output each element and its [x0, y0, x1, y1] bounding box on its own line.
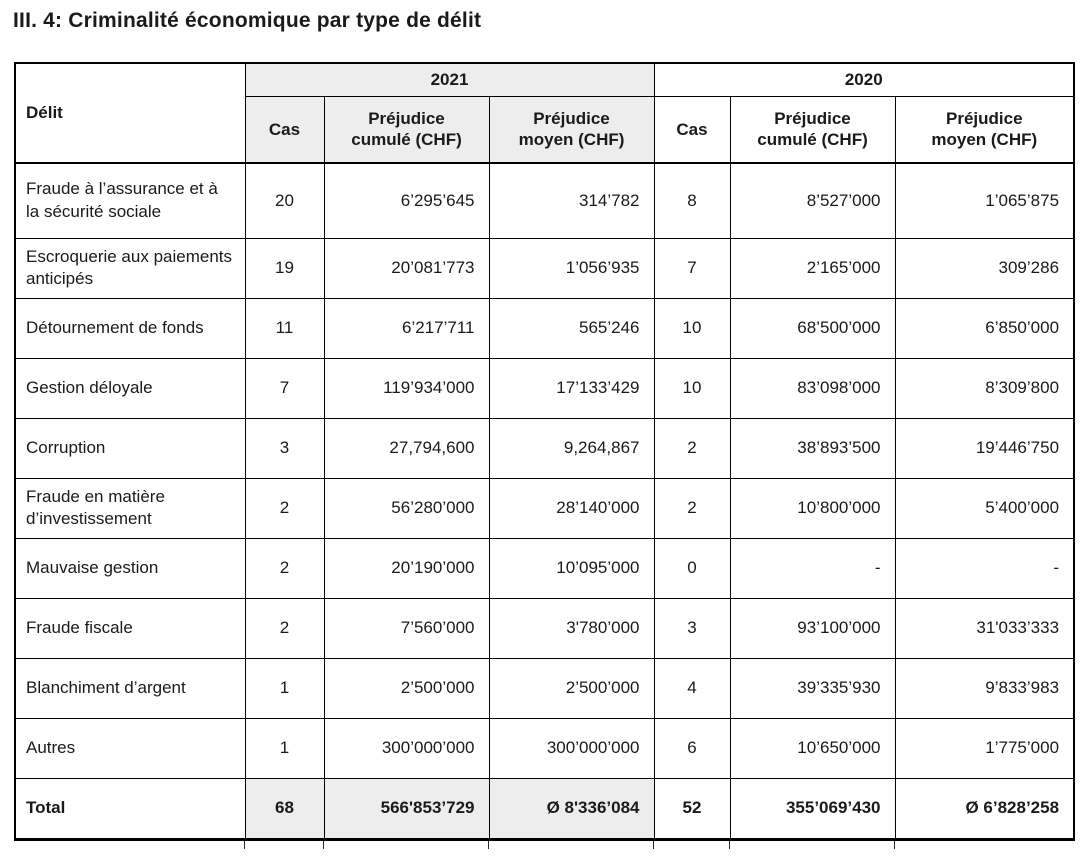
- moyen-2020-cell: 5’400’000: [895, 478, 1074, 538]
- cumule-2020-cell: -: [730, 538, 895, 598]
- cumule-2020-cell: 8’527’000: [730, 163, 895, 238]
- delit-cell: Blanchiment d’argent: [15, 658, 245, 718]
- cumule-2020-cell: 38’893’500: [730, 418, 895, 478]
- cas-2020-cell: 2: [654, 418, 730, 478]
- table-row: [15, 298, 1074, 358]
- moyen-2020-cell: 9’833’983: [895, 658, 1074, 718]
- cumule-2021-cell: 20’081’773: [324, 238, 489, 298]
- table-row: [15, 163, 1074, 238]
- cas-2021-cell: 2: [245, 538, 324, 598]
- total-row: [15, 778, 1074, 839]
- cas-2020-cell: 8: [654, 163, 730, 238]
- cumule-2020-cell: 10’650’000: [730, 718, 895, 778]
- total-cumule-2021-cell: 566'853’729: [324, 778, 489, 839]
- table-row: [15, 598, 1074, 658]
- cas-2020-cell: 6: [654, 718, 730, 778]
- moyen-2020-cell: 309’286: [895, 238, 1074, 298]
- cumule-2021-cell: 6’217’711: [324, 298, 489, 358]
- column-border-stub: [244, 841, 245, 849]
- table-row: [15, 658, 1074, 718]
- cumule-2021-cell: 20’190’000: [324, 538, 489, 598]
- moyen-2021-cell: 28’140’000: [489, 478, 654, 538]
- cumule-2020-cell: 68’500’000: [730, 298, 895, 358]
- moyen-2020-cell: 31'033’333: [895, 598, 1074, 658]
- economic-crime-table: [14, 62, 1075, 841]
- delit-cell: Corruption: [15, 418, 245, 478]
- cumule-2020-cell: 83’098’000: [730, 358, 895, 418]
- cumule-2020-cell: 10’800’000: [730, 478, 895, 538]
- cumule-2021-cell: 300’000’000: [324, 718, 489, 778]
- cumule-2021-header: Préjudice cumulé (CHF): [324, 96, 489, 163]
- moyen-2021-cell: 3'780’000: [489, 598, 654, 658]
- cumule-2021-cell: 7’560’000: [324, 598, 489, 658]
- moyen-2021-cell: 565’246: [489, 298, 654, 358]
- moyen-2020-cell: 6’850’000: [895, 298, 1074, 358]
- total-cas-2021-cell: 68: [245, 778, 324, 839]
- total-cumule-2020-cell: 355’069’430: [730, 778, 895, 839]
- total-moyen-2020-cell: Ø 6’828’258: [895, 778, 1074, 839]
- table-cutoff-borders: [0, 841, 1092, 850]
- column-border-stub: [729, 841, 730, 849]
- year-header-row: [15, 63, 1074, 96]
- cas-2021-cell: 7: [245, 358, 324, 418]
- cas-2020-cell: 2: [654, 478, 730, 538]
- year-2021-header: 2021: [245, 63, 654, 96]
- column-border-stub: [653, 841, 654, 849]
- column-border-stub: [894, 841, 895, 849]
- moyen-2021-cell: 9,264,867: [489, 418, 654, 478]
- total-moyen-2021-cell: Ø 8'336’084: [489, 778, 654, 839]
- table-row: [15, 358, 1074, 418]
- delit-cell: Mauvaise gestion: [15, 538, 245, 598]
- delit-cell: Escroquerie aux paiements anticipés: [15, 238, 245, 298]
- delit-cell: Détournement de fonds: [15, 298, 245, 358]
- cumule-2020-header: Préjudice cumulé (CHF): [730, 96, 895, 163]
- moyen-2020-cell: 1’775’000: [895, 718, 1074, 778]
- cas-2021-header: Cas: [245, 96, 324, 163]
- moyen-2020-cell: -: [895, 538, 1074, 598]
- cumule-2021-cell: 2’500’000: [324, 658, 489, 718]
- delit-cell: Fraude à l’assurance et à la sécurité sociale: [15, 163, 245, 238]
- cas-2020-cell: 10: [654, 298, 730, 358]
- table-row: [15, 718, 1074, 778]
- moyen-2021-header: Préjudice moyen (CHF): [489, 96, 654, 163]
- moyen-2020-cell: 1’065’875: [895, 163, 1074, 238]
- table-row: [15, 238, 1074, 298]
- cas-2020-cell: 3: [654, 598, 730, 658]
- moyen-2021-cell: 1’056’935: [489, 238, 654, 298]
- total-label-cell: Total: [15, 778, 245, 839]
- total-cas-2020-cell: 52: [654, 778, 730, 839]
- cumule-2021-cell: 119’934’000: [324, 358, 489, 418]
- cas-2021-cell: 1: [245, 658, 324, 718]
- moyen-2020-header: Préjudice moyen (CHF): [895, 96, 1074, 163]
- table-row: [15, 478, 1074, 538]
- cumule-2021-cell: 27,794,600: [324, 418, 489, 478]
- cas-2020-cell: 0: [654, 538, 730, 598]
- cumule-2021-cell: 56’280’000: [324, 478, 489, 538]
- cumule-2020-cell: 39’335’930: [730, 658, 895, 718]
- delit-cell: Gestion déloyale: [15, 358, 245, 418]
- cas-2021-cell: 1: [245, 718, 324, 778]
- year-2020-header: 2020: [654, 63, 1074, 96]
- delit-header-cell: Délit: [15, 63, 245, 163]
- moyen-2020-cell: 19’446’750: [895, 418, 1074, 478]
- moyen-2021-cell: 10’095’000: [489, 538, 654, 598]
- cumule-2020-cell: 2’165’000: [730, 238, 895, 298]
- cas-2021-cell: 11: [245, 298, 324, 358]
- moyen-2021-cell: 300’000’000: [489, 718, 654, 778]
- moyen-2021-cell: 314’782: [489, 163, 654, 238]
- table-row: [15, 418, 1074, 478]
- cumule-2021-cell: 6’295’645: [324, 163, 489, 238]
- moyen-2020-cell: 8’309’800: [895, 358, 1074, 418]
- delit-cell: Fraude en matière d’investissement: [15, 478, 245, 538]
- column-border-stub: [323, 841, 324, 849]
- cas-2021-cell: 2: [245, 598, 324, 658]
- table-row: [15, 538, 1074, 598]
- cas-2020-cell: 4: [654, 658, 730, 718]
- cas-2020-header: Cas: [654, 96, 730, 163]
- table-title: III. 4: Criminalité économique par type de délit: [13, 9, 482, 32]
- cas-2021-cell: 3: [245, 418, 324, 478]
- moyen-2021-cell: 17’133’429: [489, 358, 654, 418]
- cas-2021-cell: 2: [245, 478, 324, 538]
- delit-cell: Fraude fiscale: [15, 598, 245, 658]
- cumule-2020-cell: 93’100’000: [730, 598, 895, 658]
- moyen-2021-cell: 2’500’000: [489, 658, 654, 718]
- delit-cell: Autres: [15, 718, 245, 778]
- cas-2021-cell: 19: [245, 238, 324, 298]
- cas-2020-cell: 10: [654, 358, 730, 418]
- cas-2021-cell: 20: [245, 163, 324, 238]
- column-border-stub: [488, 841, 489, 849]
- cas-2020-cell: 7: [654, 238, 730, 298]
